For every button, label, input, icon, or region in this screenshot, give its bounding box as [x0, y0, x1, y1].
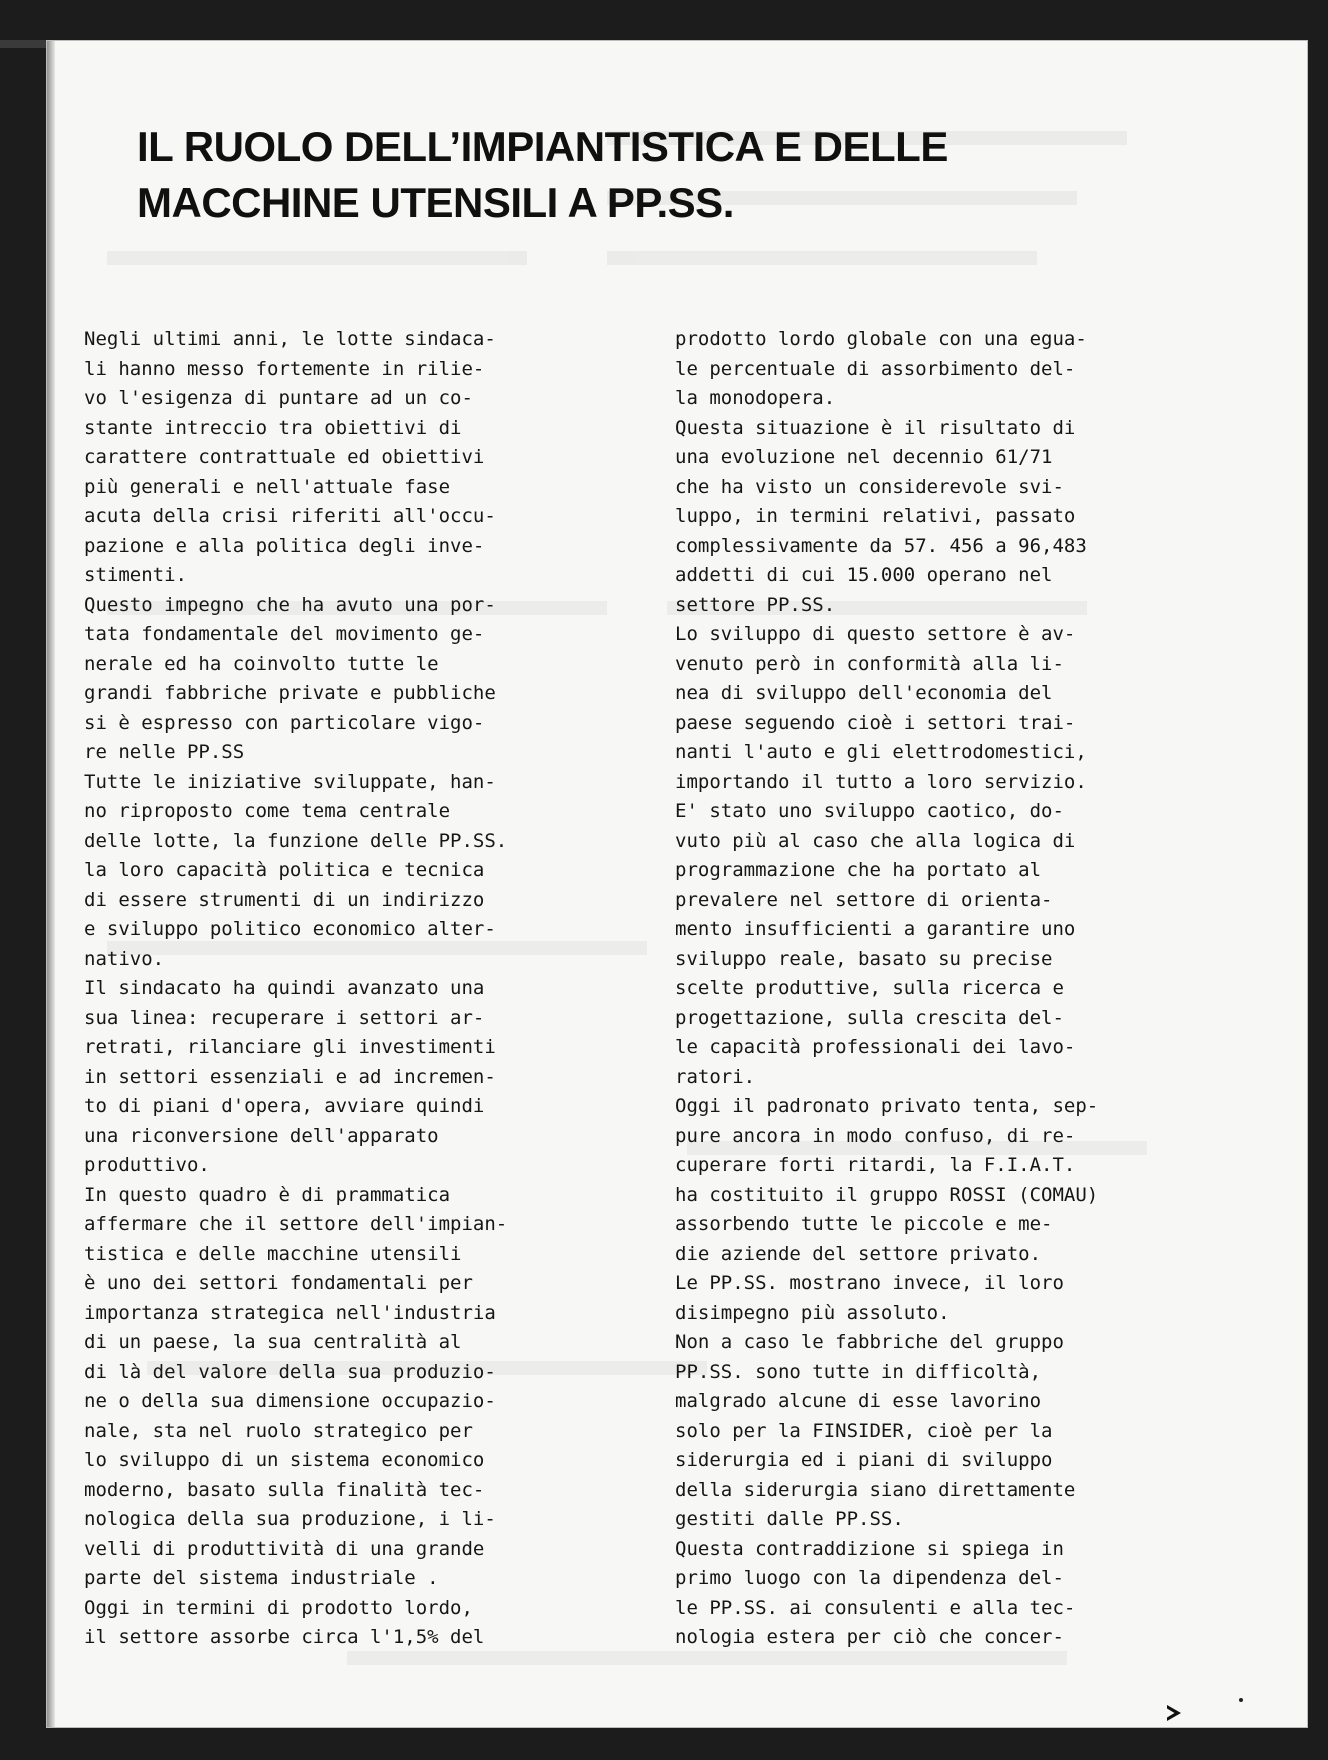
text-line: Negli ultimi anni, le lotte sindaca- — [84, 328, 496, 350]
text-line: le capacità professionali dei lavo- — [675, 1036, 1076, 1058]
text-line: è uno dei settori fondamentali per — [84, 1272, 473, 1294]
text-line: che ha visto un considerevole svi- — [675, 475, 1064, 498]
text-line: una evoluzione nel decennio 61/71 — [675, 446, 1053, 468]
text-line: re nelle PP.SS — [84, 741, 245, 763]
left-text-column — [84, 325, 644, 1653]
text-line: stante intreccio tra obiettivi di — [84, 416, 462, 439]
arrow-right-icon — [1164, 1703, 1184, 1723]
text-line: il settore assorbe circa l'1,5% del — [84, 1626, 485, 1648]
text-line: Questa situazione è il risultato di — [675, 416, 1076, 439]
text-line: e sviluppo politico economico alter- — [84, 918, 496, 940]
text-line: grandi fabbriche private e pubbliche — [84, 682, 496, 704]
scan-binding-mark — [0, 40, 52, 48]
text-line: importando il tutto a loro servizio. — [675, 770, 1087, 793]
text-line: di un paese, la sua centralità al — [84, 1331, 462, 1353]
text-line: una riconversione dell'apparato — [84, 1124, 439, 1147]
text-line: ha costituito il gruppo ROSSI (COMAU) — [675, 1183, 1099, 1206]
text-line: cuperare forti ritardi, la F.I.A.T. — [675, 1154, 1076, 1176]
text-line: le percentuale di assorbimento del- — [675, 357, 1076, 380]
text-line: importanza strategica nell'industria — [84, 1301, 496, 1324]
text-line: addetti di cui 15.000 operano nel — [675, 564, 1053, 586]
text-line: venuto però in conformità alla li- — [675, 652, 1064, 675]
article-title: IL RUOLO DELL’IMPIANTISTICA E DELLE MACCHINE UTENSILI A PP.SS. — [137, 123, 948, 226]
text-line: li hanno messo fortemente in rilie- — [84, 357, 485, 380]
text-line: malgrado alcune di esse lavorino — [675, 1390, 1042, 1412]
text-line: in settori essenziali e ad incremen- — [84, 1065, 496, 1088]
text-line: lo sviluppo di un sistema economico — [84, 1449, 485, 1471]
text-line: moderno, basato sulla finalità tec- — [84, 1478, 485, 1501]
text-line: carattere contrattuale ed obiettivi — [84, 446, 485, 468]
text-line: prodotto lordo globale con una egua- — [675, 328, 1087, 350]
text-line: gestiti dalle PP.SS. — [675, 1508, 904, 1530]
text-line: mento insufficienti a garantire uno — [675, 918, 1076, 940]
text-line: settore PP.SS. — [675, 593, 836, 616]
text-line: Tutte le iniziative sviluppate, han- — [84, 770, 496, 793]
text-line: di là del valore della sua produzio- — [84, 1360, 496, 1383]
text-line: E' stato uno sviluppo caotico, do- — [675, 800, 1064, 822]
text-line: la monodopera. — [675, 387, 836, 409]
text-line: pazione e alla politica degli inve- — [84, 534, 485, 557]
text-line: vo l'esigenza di puntare ad un co- — [84, 387, 473, 409]
text-line: Le PP.SS. mostrano invece, il loro — [675, 1272, 1064, 1294]
text-line: della siderurgia siano direttamente — [675, 1478, 1076, 1501]
text-line: programmazione che ha portato al — [675, 859, 1042, 881]
text-line: scelte produttive, sulla ricerca e — [675, 977, 1064, 999]
document-page — [46, 40, 1308, 1728]
text-line: to di piani d'opera, avviare quindi — [84, 1095, 485, 1117]
text-line: retrati, rilanciare gli investimenti — [84, 1036, 496, 1058]
text-line: prevalere nel settore di orienta- — [675, 888, 1053, 911]
text-line: Il sindacato ha quindi avanzato una — [84, 977, 485, 999]
text-line: nanti l'auto e gli elettrodomestici, — [675, 741, 1087, 763]
text-line: la loro capacità politica e tecnica — [84, 859, 485, 881]
text-line: velli di produttività di una grande — [84, 1537, 485, 1560]
text-line: di essere strumenti di un indirizzo — [84, 888, 485, 911]
text-line: no riproposto come tema centrale — [84, 800, 451, 822]
text-line: tistica e delle macchine utensili — [84, 1242, 462, 1265]
text-line: primo luogo con la dipendenza del- — [675, 1567, 1064, 1589]
text-line: tata fondamentale del movimento ge- — [84, 623, 485, 645]
text-line: Oggi in termini di prodotto lordo, — [84, 1596, 473, 1619]
right-text-column — [675, 325, 1265, 1653]
text-line: nea di sviluppo dell'economia del — [675, 682, 1053, 704]
text-line: Oggi il padronato privato tenta, sep- — [675, 1095, 1099, 1117]
text-line: ne o della sua dimensione occupazio- — [84, 1390, 496, 1412]
text-line: parte del sistema industriale . — [84, 1567, 439, 1589]
text-line: nale, sta nel ruolo strategico per — [84, 1419, 473, 1442]
text-line: complessivamente da 57. 456 a 96,483 — [675, 534, 1087, 557]
text-line: solo per la FINSIDER, cioè per la — [675, 1419, 1053, 1442]
text-line: produttivo. — [84, 1154, 210, 1176]
text-line: sviluppo reale, basato su precise — [675, 947, 1053, 970]
text-line: stimenti. — [84, 564, 187, 586]
text-line: progettazione, sulla crescita del- — [675, 1006, 1064, 1029]
text-line: Questa contraddizione si spiega in — [675, 1537, 1064, 1560]
text-line: luppo, in termini relativi, passato — [675, 505, 1076, 527]
text-line: le PP.SS. ai consulenti e alla tec- — [675, 1596, 1076, 1619]
text-line: paese seguendo cioè i settori trai- — [675, 711, 1076, 734]
text-line: più generali e nell'attuale fase — [84, 475, 451, 498]
text-line: si è espresso con particolare vigo- — [84, 711, 485, 734]
text-line: ratori. — [675, 1065, 756, 1088]
text-line: sua linea: recuperare i settori ar- — [84, 1006, 485, 1029]
text-line: assorbendo tutte le piccole e me- — [675, 1213, 1053, 1235]
text-line: Lo sviluppo di questo settore è av- — [675, 623, 1076, 645]
text-line: nerale ed ha coinvolto tutte le — [84, 652, 439, 675]
text-line: In questo quadro è di prammatica — [84, 1183, 451, 1206]
text-line: nativo. — [84, 947, 165, 970]
text-line: delle lotte, la funzione delle PP.SS. — [84, 829, 508, 852]
print-dot — [1239, 1698, 1243, 1702]
text-line: affermare che il settore dell'impian- — [84, 1213, 508, 1235]
page-fold-shadow — [47, 41, 55, 1727]
text-line: pure ancora in modo confuso, di re- — [675, 1124, 1076, 1147]
text-line: die aziende del settore privato. — [675, 1242, 1042, 1265]
text-line: disimpegno più assoluto. — [675, 1301, 950, 1324]
text-line: PP.SS. sono tutte in difficoltà, — [675, 1360, 1042, 1383]
text-line: siderurgia ed i piani di sviluppo — [675, 1449, 1053, 1471]
text-line: Non a caso le fabbriche del gruppo — [675, 1331, 1064, 1353]
text-line: nologia estera per ciò che concer- — [675, 1626, 1064, 1648]
text-line: vuto più al caso che alla logica di — [675, 829, 1076, 852]
text-line: Questo impegno che ha avuto una por- — [84, 593, 496, 616]
text-line: acuta della crisi riferiti all'occu- — [84, 505, 496, 527]
text-line: nologica della sua produzione, i li- — [84, 1508, 496, 1530]
